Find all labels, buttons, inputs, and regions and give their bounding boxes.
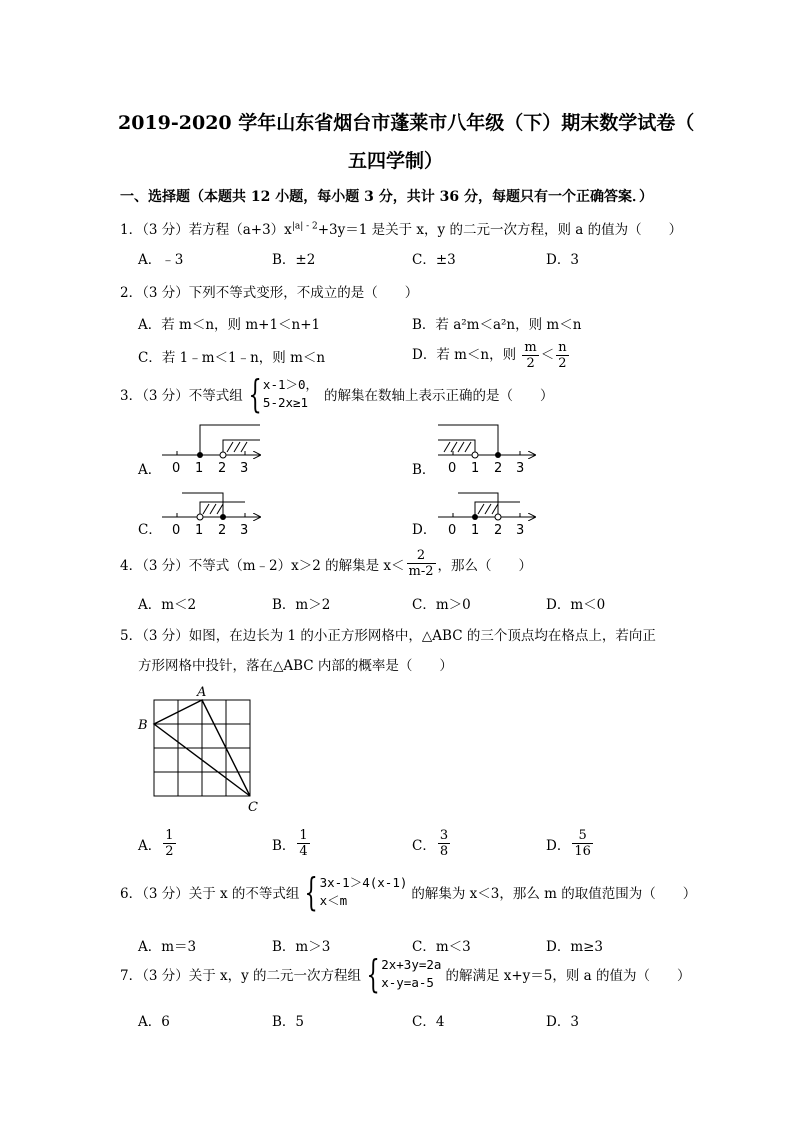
q1-option-d[interactable]: D．3 — [546, 252, 579, 268]
q1-option-c[interactable]: C．±3 — [412, 252, 456, 268]
q1-text-b: a+3）x — [242, 222, 292, 238]
point-a-label: A — [197, 685, 207, 700]
q5-frac-c: $\frac{3}{8}$ — [439, 828, 449, 859]
question-2: 2．（3 分）下列不等式变形，不成立的是（ ） — [120, 285, 419, 301]
q7-option-c[interactable]: C．4 — [412, 1014, 445, 1030]
q7-pre: 7．（3 分）关于 x，y 的二元一次方程组 — [120, 968, 362, 984]
q3-option-d-line[interactable] — [438, 493, 535, 520]
point-c-label: C — [248, 800, 258, 814]
q2-optd-pre: D．若 m＜n，则 — [412, 347, 517, 363]
q3c-tick-1: 1 — [195, 523, 204, 538]
question-4 — [120, 548, 532, 579]
q4-option-b[interactable]: B．m＞2 — [272, 597, 331, 613]
q1-option-b[interactable]: B．±2 — [272, 252, 316, 268]
q2-less-than: ＜ — [540, 347, 555, 363]
q2-option-b[interactable]: B．若 a²m＜a²n，则 m＜n — [412, 317, 582, 333]
q3c-tick-3: 3 — [240, 523, 249, 538]
q3-option-a[interactable]: A． — [138, 462, 162, 478]
q6-option-a[interactable]: A．m＝3 — [138, 939, 197, 955]
q5-option-c[interactable]: C． $\frac{3}{8}$ — [412, 828, 449, 859]
q3-option-c-line[interactable] — [162, 493, 260, 520]
q1-text-c: +3y＝1 是关于 x，y 的二元一次方程，则 a 的值为（ ） — [317, 222, 683, 238]
q3b-tick-1: 1 — [471, 461, 480, 476]
q6-post: 的解集为 x＜3，那么 m 的取值范围为（ ） — [411, 886, 697, 902]
q6-option-b[interactable]: B．m＞3 — [272, 939, 331, 955]
question-1 — [120, 218, 682, 238]
q6-pre: 6．（3 分）关于 x 的不等式组 — [120, 886, 300, 902]
q2-option-d[interactable] — [412, 340, 571, 371]
q5-grid-figure — [134, 684, 269, 814]
q7-option-a[interactable]: A．6 — [138, 1014, 170, 1030]
q2-fraction-m2: $\frac{m}{2}$ — [524, 340, 537, 371]
q5-frac-d: $\frac{5}{16}$ — [574, 828, 591, 859]
q3b-tick-0: 0 — [448, 461, 457, 476]
q4-option-c[interactable]: C．m＞0 — [412, 597, 471, 613]
q7-post: 的解满足 x+y＝5，则 a 的值为（ ） — [445, 968, 691, 984]
q3a-tick-0: 0 — [172, 461, 181, 476]
point-b-label: B — [138, 718, 148, 733]
q1-text-a: 1．（3 分）若方程（ — [120, 222, 243, 238]
q7-option-b[interactable]: B．5 — [272, 1014, 305, 1030]
q5-option-a[interactable]: A． $\frac{1}{2}$ — [138, 828, 174, 859]
q3a-tick-1: 1 — [195, 461, 204, 476]
section-heading: 一、选择题（本题共 12 小题，每小题 3 分，共计 36 分，每题只有一个正确答案．） — [120, 189, 653, 205]
q3-option-b-line[interactable] — [438, 425, 535, 458]
q3c-tick-2: 2 — [218, 523, 227, 538]
q1-exponent: |a| - 2 — [291, 221, 318, 232]
q5-frac-b: $\frac{1}{4}$ — [299, 828, 308, 859]
q6-inequality-system: { 3x-1＞4(x-1) x＜m — [304, 870, 408, 914]
q3d-tick-3: 3 — [516, 523, 525, 538]
q3a-tick-2: 2 — [218, 461, 227, 476]
q4-post: ，那么（ ） — [437, 557, 533, 574]
q2-option-a[interactable]: A．若 m＜n，则 m+1＜n+1 — [138, 317, 321, 333]
q3-number-line-figures — [130, 418, 790, 548]
q3-pre: 3．（3 分）不等式组 — [120, 388, 243, 404]
q3c-tick-0: 0 — [172, 523, 181, 538]
q3-option-a-line[interactable] — [162, 425, 260, 458]
q1-option-a[interactable]: A．﹣3 — [138, 252, 184, 268]
q5-option-b[interactable]: B． $\frac{1}{4}$ — [272, 828, 308, 859]
question-6 — [120, 870, 697, 914]
question-7 — [120, 952, 691, 996]
question-5-line2: 方形网格中投针，落在△ABC 内部的概率是（ ） — [138, 658, 453, 674]
q3d-tick-0: 0 — [448, 523, 457, 538]
q4-pre: 4．（3 分）不等式（m﹣2）x＞2 的解集是 x＜ — [120, 557, 405, 574]
q7-option-d[interactable]: D．3 — [546, 1014, 579, 1030]
q3d-tick-2: 2 — [494, 523, 503, 538]
q3b-tick-3: 3 — [516, 461, 525, 476]
q4-option-a[interactable]: A．m＜2 — [138, 597, 197, 613]
q3-option-b[interactable]: B． — [412, 462, 436, 478]
q3-option-c[interactable]: C． — [138, 522, 162, 538]
question-3 — [120, 372, 554, 416]
q4-option-d[interactable]: D．m＜0 — [546, 597, 606, 613]
q3-option-d[interactable]: D． — [412, 522, 437, 538]
q3a-tick-3: 3 — [240, 461, 249, 476]
q3b-tick-2: 2 — [494, 461, 503, 476]
q5-frac-a: $\frac{1}{2}$ — [165, 828, 174, 859]
q2-fraction-n2: $\frac{n}{2}$ — [558, 340, 567, 371]
q3-inequality-system: { x-1＞0， 5-2x≥1 — [248, 372, 319, 416]
q3d-tick-1: 1 — [471, 523, 480, 538]
q3-post: 的解集在数轴上表示正确的是（ ） — [324, 388, 554, 404]
q5-option-d[interactable]: D． $\frac{5}{16}$ — [546, 828, 591, 859]
question-5-line1: 5．（3 分）如图，在边长为 1 的小正方形网格中，△ABC 的三个顶点均在格点上，若向正 — [120, 628, 656, 644]
q6-option-c[interactable]: C．m＜3 — [412, 939, 471, 955]
page-title-line2: 五四学制） — [348, 150, 444, 172]
q6-option-d[interactable]: D．m≥3 — [546, 939, 604, 955]
page-title-line1: 2019-2020 学年山东省烟台市蓬莱市八年级（下）期末数学试卷（ — [118, 112, 695, 134]
q4-fraction: $\frac{2}{m-2}$ — [408, 548, 434, 579]
q2-option-c[interactable]: C．若 1﹣m＜1﹣n，则 m＜n — [138, 350, 326, 366]
q7-equation-system: { 2x+3y=2a x-y=a-5 — [366, 952, 442, 996]
